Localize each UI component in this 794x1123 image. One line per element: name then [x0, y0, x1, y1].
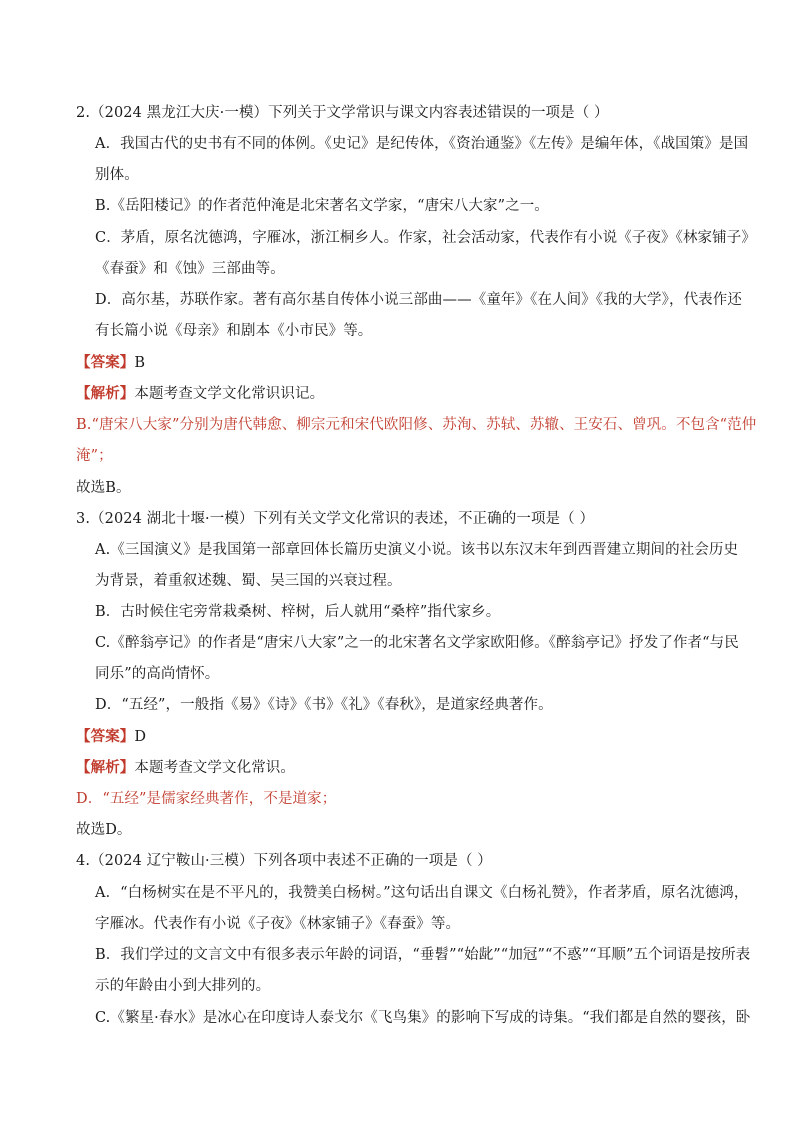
analysis-text: 本题考查文学文化常识识记。: [134, 386, 325, 402]
question-2-conclusion: 故选B。: [76, 480, 131, 496]
answer-value: B: [134, 355, 146, 371]
question-4-option-b-line-2: 示的年龄由小到大排列的。: [95, 978, 271, 994]
question-3-option-b: B．古时候住宅旁常栽桑树、梓树，后人就用“桑梓”指代家乡。: [95, 604, 501, 620]
question-3-answer: [76, 727, 146, 747]
question-4-stem: 4.（2024 辽宁鞍山·三模）下列各项中表述不正确的一项是（ ）: [76, 853, 492, 869]
analysis-tag: 【解析】: [76, 385, 135, 402]
question-2-option-c-line-1: C．茅盾，原名沈德鸿，字雁冰，浙江桐乡人。作家，社会活动家，代表作有小说《子夜》《林家铺子》: [95, 230, 756, 246]
answer-value: D: [134, 729, 147, 745]
question-2-option-a-line-1: A．我国古代的史书有不同的体例。《史记》是纪传体，《资治通鉴》《左传》是编年体，《战国策》是国: [95, 136, 749, 152]
question-3-analysis: [76, 758, 295, 778]
question-3-explanation-line-1: D．“五经”是儒家经典著作，不是道家；: [76, 791, 337, 807]
question-3-option-c-line-2: 同乐”的高尚情怀。: [95, 666, 220, 682]
question-2-option-c-line-2: 《春蚕》和《蚀》三部曲等。: [95, 261, 285, 277]
question-3-option-a-line-2: 为背景，着重叙述魏、蜀、吴三国的兴衰过程。: [95, 573, 402, 589]
analysis-text: 本题考查文学文化常识。: [134, 760, 296, 776]
question-3-stem: 3.（2024 湖北十堰·一模）下列有关文学文化常识的表述，不正确的一项是（ ）: [76, 511, 595, 527]
question-4-option-a-line-2: 字雁冰。代表作有小说《子夜》《林家铺子》《春蚕》等。: [95, 916, 461, 932]
answer-tag: 【答案】: [76, 728, 135, 745]
question-2-option-d-line-1: D．高尔基，苏联作家。著有高尔基自传体小说三部曲——《童年》《在人间》《我的大学》，代表作还: [95, 292, 742, 308]
question-4-option-b-line-1: B．我们学过的文言文中有很多表示年龄的词语，“垂髫”“始龀”“加冠”“不惑”“耳顺”五个词语是按所表: [95, 947, 751, 963]
question-2-stem: 2.（2024 黑龙江大庆·一模）下列关于文学常识与课文内容表述错误的一项是（ ）: [76, 105, 609, 121]
question-4-option-c-line-1: C.《繁星·春水》是冰心在印度诗人泰戈尔《飞鸟集》的影响下写成的诗集。“我们都是自然的婴孩，卧: [95, 1010, 751, 1026]
question-2-answer: [76, 353, 145, 373]
question-2-option-d-line-2: 有长篇小说《母亲》和剧本《小市民》等。: [95, 323, 373, 339]
question-3-conclusion: 故选D。: [76, 822, 132, 838]
answer-tag: 【答案】: [76, 354, 135, 371]
question-2-explanation-line-1: B.“唐宋八大家”分别为唐代韩愈、柳宗元和宋代欧阳修、苏洵、苏轼、苏辙、王安石、曾巩。不包含“范仲: [76, 417, 757, 433]
question-2-explanation-line-2: 淹”；: [76, 448, 113, 464]
question-2-analysis: [76, 384, 324, 404]
question-3-option-d: D．“五经”，一般指《易》《诗》《书》《礼》《春秋》，是道家经典著作。: [95, 697, 553, 713]
question-4-option-a-line-1: A．“白杨树实在是不平凡的，我赞美白杨树。”这句话出自课文《白杨礼赞》，作者茅盾，原名沈德鸿，: [95, 885, 749, 901]
analysis-tag: 【解析】: [76, 759, 135, 776]
question-2-option-a-line-2: 别体。: [95, 167, 139, 183]
question-3-option-a-line-1: A.《三国演义》是我国第一部章回体长篇历史演义小说。该书以东汉末年到西晋建立期间的社会历史: [95, 542, 739, 558]
question-2-option-b: B.《岳阳楼记》的作者范仲淹是北宋著名文学家，“唐宋八大家”之一。: [95, 198, 549, 214]
question-3-option-c-line-1: C.《醉翁亭记》的作者是“唐宋八大家”之一的北宋著名文学家欧阳修。《醉翁亭记》抒发了作者“与民: [95, 635, 739, 651]
